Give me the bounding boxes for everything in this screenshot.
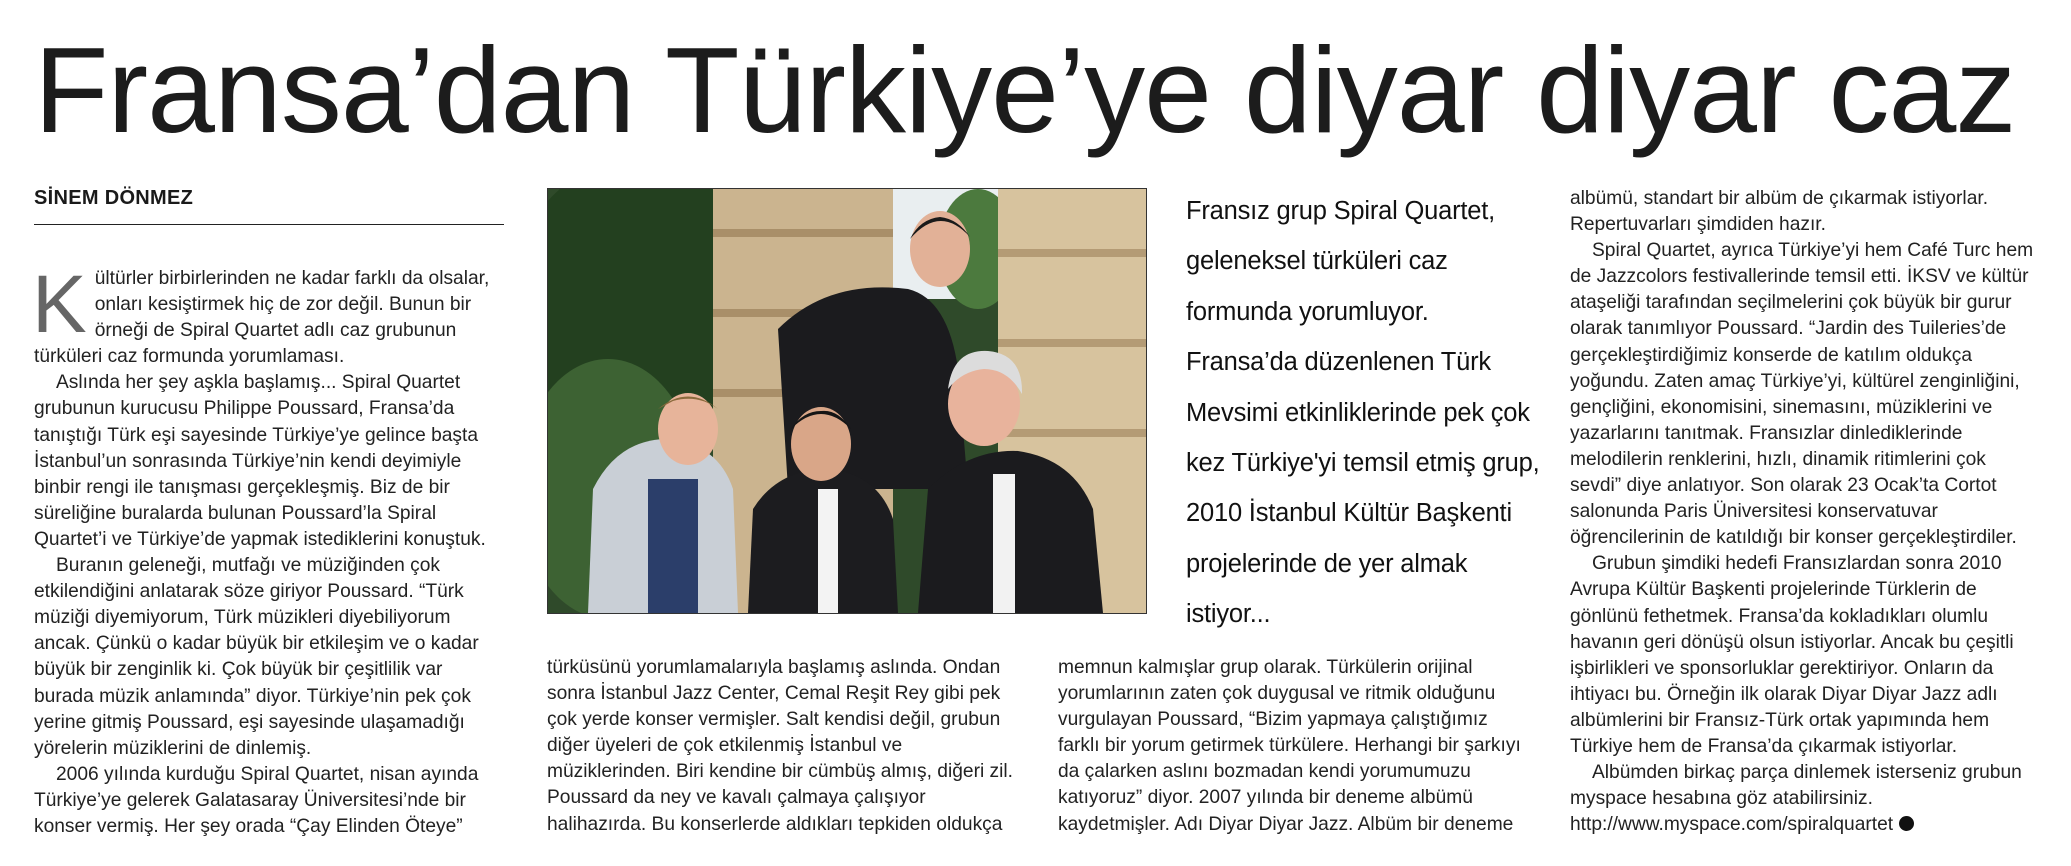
article-column-4	[1570, 186, 2042, 838]
intro-paragraph	[32, 259, 506, 370]
paragraph: türküsünü yorumlamalarıyla başlamış aslında. Ondan sonra İstanbul Jazz Center, Cemal Reşit Rey gibi pek çok yerde konser vermişler. Salt kendisi değil, grubun diğer üyeleri de çok etkilenmiş İstanbul ve müziklerinden. Biri kendine bir cümbüş almış, diğeri zil. Poussard da ney ve kavalı çalmaya çalışıyor halihazırda. Bu konserlerde aldıkları tepkiden oldukça	[547, 657, 1014, 835]
paragraph: 2006 yılında kurduğu Spiral Quartet, nisan ayında Türkiye’ye gelerek Galatasaray Üniversitesi’nde bir konser vermiş. Her şey orada “Çay Elinden Öteye”	[34, 763, 479, 837]
headline: Fransa’dan Türkiye’ye diyar diyar caz	[34, 22, 2016, 158]
paragraph: Buranın geleneği, mutfağı ve müziğinden çok etkilendiğini anlatarak söze giriyor Poussard. “Türk müziği diyemiyorum, Türk müzikleri diyebiliyorum ancak. Çünkü o kadar büyük bir etkileşim ve o kadar büyük bir zenginlik ki. Çok büyük bir çeşitlilik var burada müzik anlamında” diyor. Türkiye’nin pek çok yerine gitmiş Poussard, eşi sayesinde ulaşamadığı yörelerin müziklerini de dinlemiş.	[34, 555, 479, 759]
pull-quote: Fransız grup Spiral Quartet, geleneksel türküleri caz formunda yorumluyor. Fransa’da düzenlenen Türk Mevsimi etkinliklerinde pek çok kez Türkiye'yi temsil etmiş grup, 2010 İstanbul Kültür Başkenti projelerinde de yer almak istiyor...	[1186, 197, 1540, 629]
article-column-3	[1058, 655, 1533, 838]
bullet-icon	[1899, 816, 1914, 831]
drop-cap: K	[32, 259, 87, 350]
paragraph: memnun kalmışlar grup olarak. Türkülerin orijinal yorumlarının zaten çok duygusal ve ritmik olduğunu vurgulayan Poussard, “Bizim yapmaya çalıştığımız farklı bir yorum getirmek türkülere. Herhangi bir şarkıyı da çalarken aslını bozmadan kendi yorumumuzu katıyoruz” diyor. 2007 yılında bir deneme albümü kaydetmişler. Adı Diyar Diyar Jazz. Albüm bir deneme	[1058, 657, 1521, 835]
paragraph: Grubun şimdiki hedefi Fransızlardan sonra 2010 Avrupa Kültür Başkenti projelerinde Türklerin de gönlünü fethetmek. Fransa’da kokladıkları olumlu havanın geri dönüşü olsun istiyorlar. Ancak bu çeşitli işbirlikleri ve sponsorluklar gerektiriyor. Onların da ihtiyacı bu. Örneğin ilk olarak Diyar Diyar Jazz adlı albümlerini bir Fransız-Türk ortak yapımında hem Türkiye hem de Fransa’da çıkarmak istiyorlar.	[1570, 553, 2014, 757]
paragraph: albümü, standart bir albüm de çıkarmak istiyorlar. Repertuvarları şimdiden hazır.	[1570, 188, 1989, 236]
article-column-1	[32, 259, 506, 840]
myspace-link[interactable]: http://www.myspace.com/spiralquartet	[1570, 814, 1894, 836]
four-musicians-photo	[548, 189, 1146, 613]
article-column-2	[547, 655, 1022, 838]
paragraph: Spiral Quartet, ayrıca Türkiye’yi hem Café Turc hem de Jazzcolors festivallerinde temsil etti. İKSV ve kültür ataşeliği tarafından seçilmelerini çok büyük bir gurur olarak tanımlıyor Poussard. “Jardin des Tuileries’de gerçekleştirdiğimiz konserde de katılım oldukça yoğundu. Zaten amaç Türkiye’yi, kültürel zenginliğini, gençliğini, ekonomisini, sinemasını, müziklerini ve yazarlarını tanıtmak. Fransızlar dinlediklerinde melodilerin renklerini, hızlı, dinamik ritimlerini çok sevdi” diye anlatıyor. Son olarak 23 Ocak’ta Cortot salonunda Paris Üniversitesi konservatuvar öğrencilerinin de katıldığı bir konser gerçekleştirdiler.	[1570, 240, 2034, 549]
band-photo	[547, 188, 1147, 614]
paragraph: Albümden birkaç parça dinlemek isterseniz grubun myspace hesabına göz atabilirsiniz.	[1570, 762, 2022, 810]
paragraph	[1570, 812, 2042, 838]
paragraph: Aslında her şey aşkla başlamış... Spiral Quartet grubunun kurucusu Philippe Poussard, Fransa’da tanıştığı Türk eşi sayesinde Türkiye’ye gelince başta İstanbul’un sonrasında Türkiye’nin kendi deyimiyle binbir rengi ile tanışması gerçekleşmiş. Biz de bir süreliğine buralarda bulunan Poussard’la Spiral Quartet’i ve Türkiye’de yapmak istediklerini konuştuk.	[34, 372, 486, 550]
byline: SİNEM DÖNMEZ	[34, 187, 504, 225]
paragraph-text: ültürler birbirlerinden ne kadar farklı da olsalar, onları kesiştirmek hiç de zor değil. Bunun bir örneği de Spiral Quartet adlı caz grubunun türküleri caz formunda yorumlaması.	[34, 268, 490, 368]
